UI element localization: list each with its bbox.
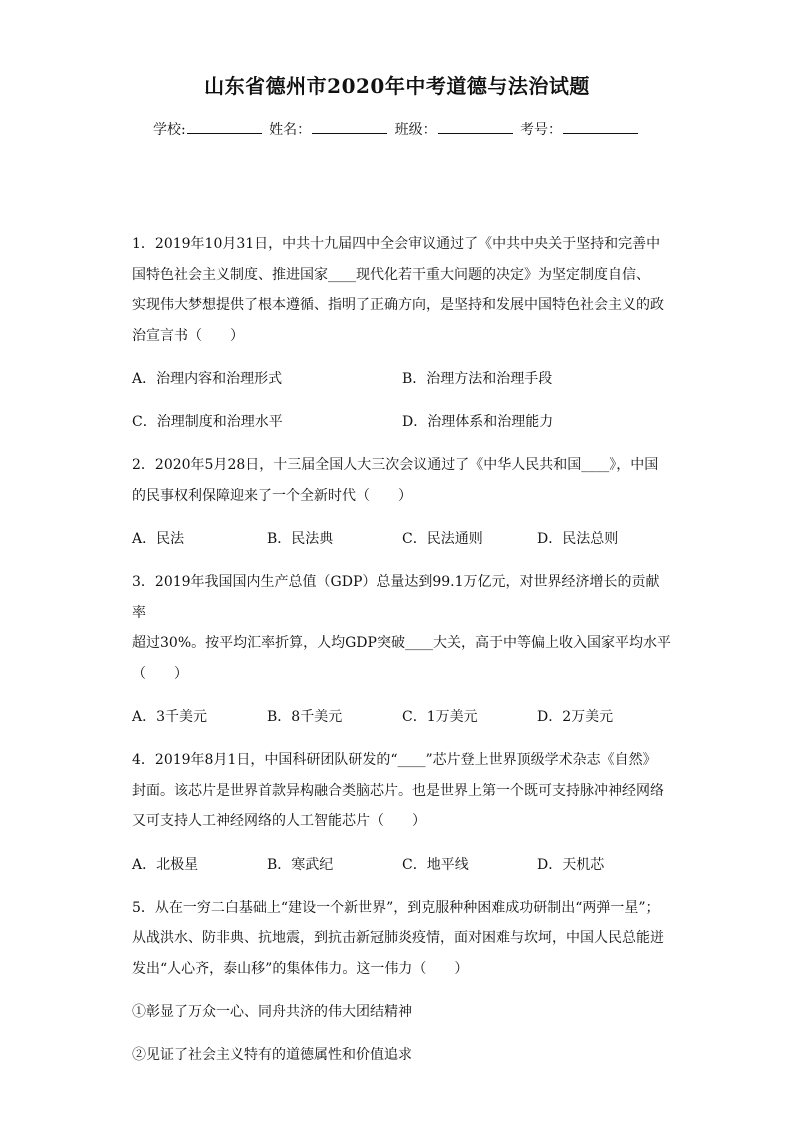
option-d[interactable]: D．民法总则 <box>537 531 619 547</box>
question-line: 1．2019年10月31日，中共十九届四中全会审议通过了《中共中央关于坚持和完善中 <box>132 236 661 252</box>
name-blank[interactable] <box>312 121 387 134</box>
question-line: 发出“人心齐，泰山移”的集体伟力。这一伟力（ ） <box>132 960 469 977</box>
question-line: 超过30%。按平均汇率折算，人均GDP突破____大关，高于中等偏上收入国家平均水平 <box>132 635 671 651</box>
exam-title: 山东省德州市2020年中考道德与法治试题 <box>204 74 590 98</box>
student-info-line <box>0 119 794 139</box>
option-a[interactable]: A．民法 <box>132 531 185 547</box>
question-line: 3．2019年我国国内生产总值（GDP）总量达到99.1万亿元，对世界经济增长的贡献率 <box>132 574 660 621</box>
question-1 <box>132 229 672 437</box>
exam-no-label: 考号： <box>520 122 563 138</box>
option-b[interactable]: B．8千美元 <box>267 709 343 725</box>
option-d[interactable]: D．2万美元 <box>537 709 614 725</box>
question-line: 从战洪水、防非典、抗地震，到抗击新冠肺炎疫情，面对困难与坎坷，中国人民总能迸 <box>132 930 664 946</box>
option-b[interactable]: B．寒武纪 <box>267 856 334 873</box>
options-row <box>132 364 672 394</box>
question-2-stem <box>132 450 672 511</box>
option-a[interactable]: A．北极星 <box>132 856 199 873</box>
option-c[interactable]: C．治理制度和治理水平 <box>132 414 283 430</box>
exam-no-blank[interactable] <box>563 121 638 134</box>
question-line: 国特色社会主义制度、推进国家____现代化若干重大问题的决定》为坚定制度自信、 <box>132 266 650 283</box>
question-line: 5．从在一穷二白基础上“建设一个新世界”，到克服种种困难成功研制出“两弹一星”； <box>132 899 660 916</box>
question-line: 又可支持人工神经网络的人工智能芯片（ ） <box>132 813 426 829</box>
options-row <box>132 702 672 732</box>
question-line: 4．2019年8月1日，中国科研团队研发的“____”芯片登上世界顶级学术杂志《自然》 <box>132 752 657 768</box>
question-5-stem <box>132 893 672 985</box>
question-5 <box>132 893 672 1071</box>
option-c[interactable]: C．1万美元 <box>402 709 478 725</box>
option-c[interactable]: C．地平线 <box>402 856 469 873</box>
question-2 <box>132 450 672 554</box>
option-d[interactable]: D．天机芯 <box>537 856 605 873</box>
class-blank[interactable] <box>438 121 513 134</box>
question-3 <box>132 567 672 732</box>
question-4-stem <box>132 745 672 837</box>
school-label: 学校: <box>152 122 186 138</box>
option-d[interactable]: D．治理体系和治理能力 <box>402 414 554 430</box>
question-list <box>132 229 672 1082</box>
school-blank[interactable] <box>187 121 262 134</box>
option-a[interactable]: A．治理内容和治理形式 <box>132 371 283 387</box>
question-4 <box>132 745 672 880</box>
class-label: 班级： <box>394 122 437 138</box>
statement-1: ①彰显了万众一心、同舟共济的伟大团结精神 <box>132 1004 412 1020</box>
question-3-stem <box>132 567 672 689</box>
options-row <box>132 407 672 437</box>
options-row <box>132 850 672 880</box>
question-line: 实现伟大梦想提供了根本遵循、指明了正确方向，是坚持和发展中国特色社会主义的政 <box>132 297 664 313</box>
question-1-stem <box>132 229 672 351</box>
question-line: （ ） <box>132 665 188 682</box>
option-b[interactable]: B．治理方法和治理手段 <box>402 371 553 387</box>
question-line: 治宣言书（ ） <box>132 327 244 344</box>
name-label: 姓名： <box>269 122 312 138</box>
options-row <box>132 524 672 554</box>
statement-2: ②见证了社会主义特有的道德属性和价值追求 <box>132 1047 412 1063</box>
option-c[interactable]: C．民法通则 <box>402 531 483 547</box>
question-line: 2．2020年5月28日，十三届全国人大三次会议通过了《中华人民共和国____》，中国 <box>132 457 659 473</box>
option-b[interactable]: B．民法典 <box>267 531 334 547</box>
question-line: 的民事权利保障迎来了一个全新时代（ ） <box>132 487 412 504</box>
question-line: 封面。该芯片是世界首款异构融合类脑芯片。也是世界上第一个既可支持脉冲神经网络 <box>132 782 664 799</box>
option-a[interactable]: A．3千美元 <box>132 709 208 725</box>
